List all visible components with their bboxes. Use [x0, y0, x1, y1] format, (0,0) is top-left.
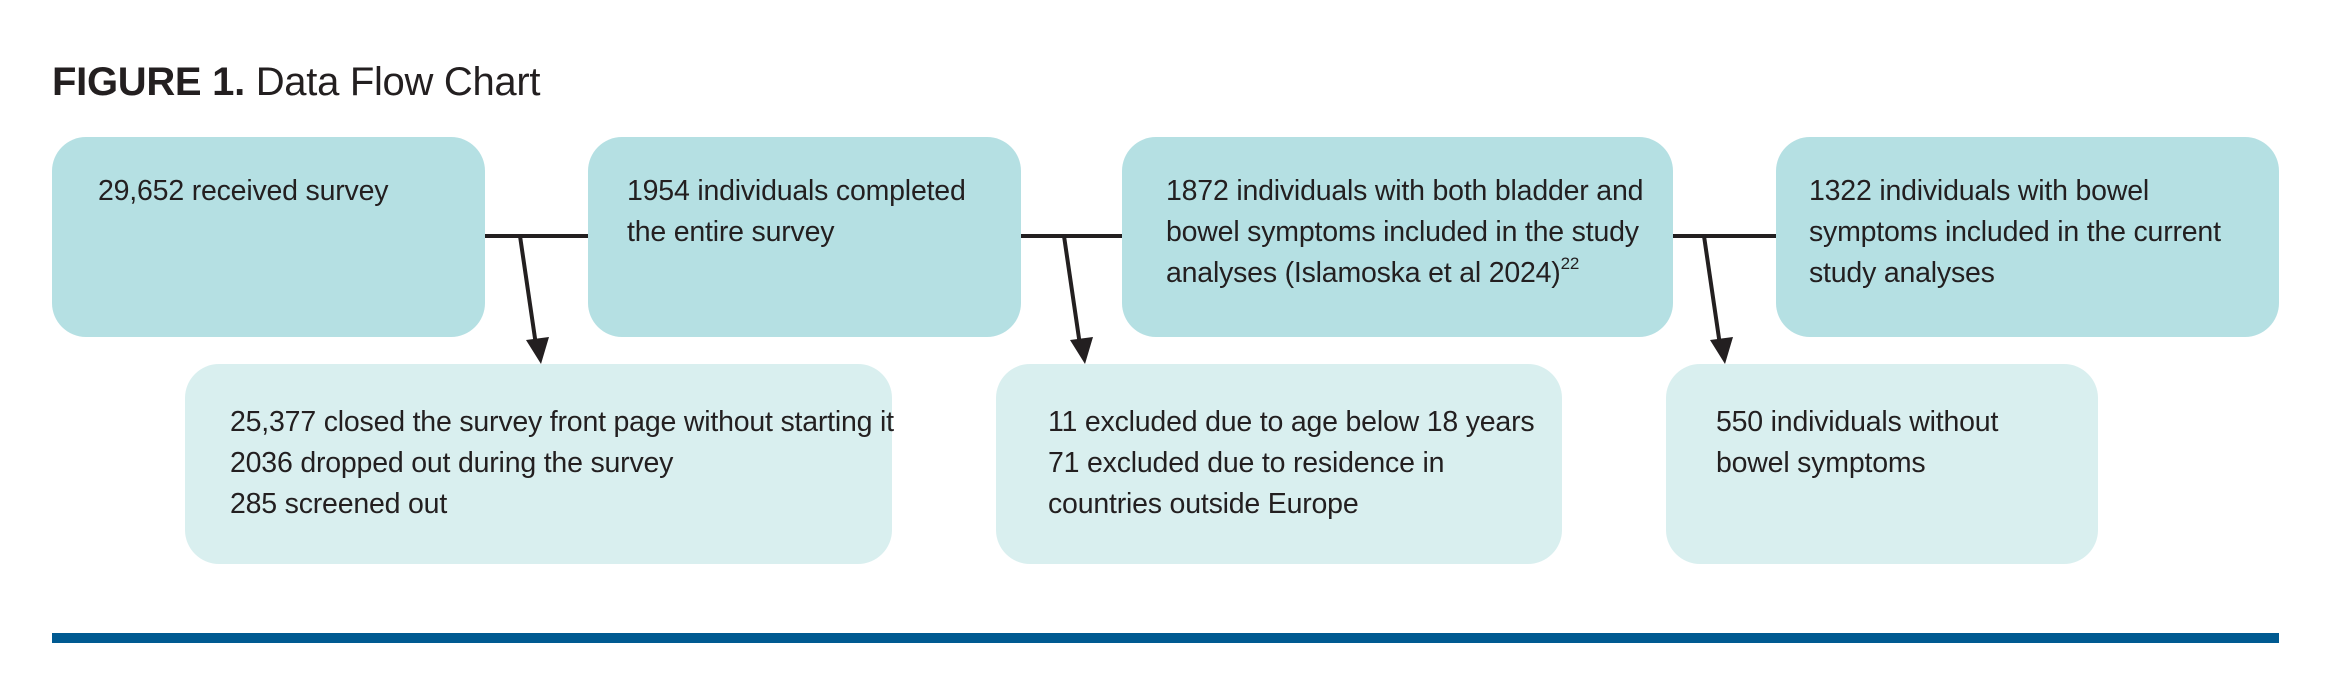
- box-text: bowel symptoms included in the study: [1166, 216, 1639, 248]
- box-text: analyses (Islamoska et al 2024): [1166, 257, 1561, 289]
- arrow-head-e2: [1070, 337, 1093, 364]
- box-text: symptoms included in the current: [1809, 216, 2221, 248]
- reference-superscript: 22: [1560, 254, 1580, 273]
- box-text: 1872 individuals with both bladder and: [1166, 175, 1644, 207]
- box-text: countries outside Europe: [1048, 488, 1359, 520]
- box-text: bowel symptoms: [1716, 447, 1926, 479]
- exclusion-box-survey-dropout: [185, 364, 892, 564]
- box-text: 71 excluded due to residence in: [1048, 447, 1445, 479]
- box-text: 2036 dropped out during the survey: [230, 447, 674, 479]
- box-text: 550 individuals without: [1716, 406, 1999, 438]
- box-text: 11 excluded due to age below 18 years: [1048, 406, 1535, 438]
- box-text: 285 screened out: [230, 488, 448, 520]
- box-text: study analyses: [1809, 257, 1995, 289]
- bottom-rule: [52, 633, 2279, 643]
- box-text: the entire survey: [627, 216, 835, 248]
- box-text: 1954 individuals completed: [627, 175, 966, 207]
- arrow-to-e1: [520, 236, 537, 352]
- figure-title-text: Data Flow Chart: [255, 60, 541, 104]
- box-text: 1322 individuals with bowel: [1809, 175, 2149, 207]
- exclusion-box-age-residence: [996, 364, 1562, 564]
- arrow-to-e3: [1704, 236, 1721, 352]
- arrow-to-e2: [1064, 236, 1081, 352]
- arrow-head-e1: [526, 337, 549, 364]
- box-text: 29,652 received survey: [98, 175, 389, 207]
- flow-box-bowel: [1776, 137, 2279, 337]
- flow-box-bladder-bowel: [1122, 137, 1673, 337]
- exclusion-box-no-bowel-symptoms: [1666, 364, 2098, 564]
- box-text-with-reference: [1166, 253, 1673, 294]
- figure-label: FIGURE 1.: [52, 60, 245, 104]
- flow-box-completed: [588, 137, 1021, 337]
- box-text: 25,377 closed the survey front page without starting it: [230, 406, 894, 438]
- arrow-head-e3: [1710, 337, 1733, 364]
- flow-box-received: [52, 137, 485, 337]
